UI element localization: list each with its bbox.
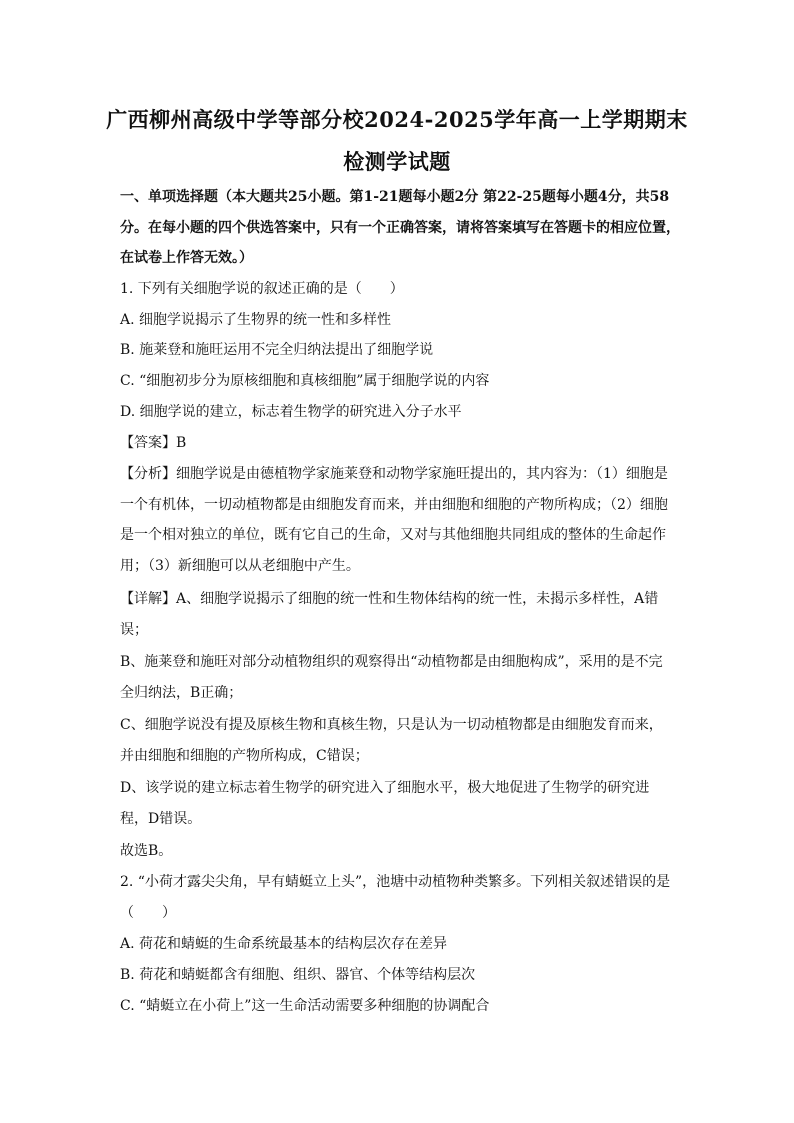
section-header-line-2: 分。在每小题的四个供选答案中，只有一个正确答案，请将答案填写在答题卡的相应位置， bbox=[120, 220, 680, 236]
question-1-detail-line-3: B、施莱登和施旺对部分动植物组织的观察得出“动植物都是由细胞构成”，采用的是不完 bbox=[120, 654, 663, 670]
question-1-analysis-line-2: 一个有机体，一切动植物都是由细胞发育而来，并由细胞和细胞的产物所构成；（2）细胞 bbox=[120, 497, 668, 513]
section-header-line-3: 在试卷上作答无效。） bbox=[120, 250, 253, 266]
question-1-analysis-line-3: 是一个相对独立的单位，既有它自己的生命，又对与其他细胞共同组成的整体的生命起作 bbox=[120, 527, 666, 543]
question-1-conclusion: 故选B。 bbox=[120, 843, 173, 859]
question-1-detail-line-7: D、该学说的建立标志着生物学的研究进入了细胞水平，极大地促进了生物学的研究进 bbox=[120, 780, 650, 796]
question-1-analysis-line-4: 用；（3）新细胞可以从老细胞中产生。 bbox=[120, 558, 360, 574]
question-2-option-b: B. 荷花和蜻蜓都含有细胞、组织、器官、个体等结构层次 bbox=[120, 967, 476, 983]
question-1-detail-line-2: 误； bbox=[120, 622, 148, 638]
question-1-answer: 【答案】B bbox=[120, 435, 187, 451]
question-1-detail-line-6: 并由细胞和细胞的产物所构成，C错误； bbox=[120, 748, 369, 764]
question-2-stem-line-1: 2. “小荷才露尖尖角，早有蜻蜓立上头”，池塘中动植物种类繁多。下列相关叙述错误的是 bbox=[120, 874, 671, 890]
question-2-option-c: C. “蜻蜓立在小荷上”这一生命活动需要多种细胞的协调配合 bbox=[120, 998, 490, 1014]
question-1-analysis-line-1: 【分析】细胞学说是由德植物学家施莱登和动物学家施旺提出的，其内容为：（1）细胞是 bbox=[120, 466, 668, 482]
page-title-line-1: 广西柳州高级中学等部分校2024-2025学年高一上学期期末 bbox=[106, 107, 688, 132]
question-1-option-a: A. 细胞学说揭示了生物界的统一性和多样性 bbox=[120, 312, 392, 328]
question-1-option-b: B. 施莱登和施旺运用不完全归纳法提出了细胞学说 bbox=[120, 342, 434, 358]
question-2-option-a: A. 荷花和蜻蜓的生命系统最基本的结构层次存在差异 bbox=[120, 936, 448, 952]
question-1-detail-line-4: 全归纳法，B正确； bbox=[120, 685, 243, 701]
question-1-detail-line-1: 【详解】A、细胞学说揭示了细胞的统一性和生物体结构的统一性，未揭示多样性，A错 bbox=[120, 591, 659, 607]
question-1-option-d: D. 细胞学说的建立，标志着生物学的研究进入分子水平 bbox=[120, 404, 462, 420]
page-title-line-2: 检测学试题 bbox=[343, 149, 451, 174]
question-1-detail-line-5: C、细胞学说没有提及原核生物和真核生物，只是认为一切动植物都是由细胞发育而来， bbox=[120, 717, 663, 733]
question-1-option-c: C. “细胞初步分为原核细胞和真核细胞”属于细胞学说的内容 bbox=[120, 373, 490, 389]
section-header-line-1: 一、单项选择题（本大题共25小题。第1-21题每小题2分 第22-25题每小题4分，共58 bbox=[120, 189, 670, 205]
question-2-stem-line-2: （ ） bbox=[120, 905, 176, 921]
question-1-stem: 1. 下列有关细胞学说的叙述正确的是（ ） bbox=[120, 281, 404, 297]
question-1-detail-line-8: 程，D错误。 bbox=[120, 811, 202, 827]
